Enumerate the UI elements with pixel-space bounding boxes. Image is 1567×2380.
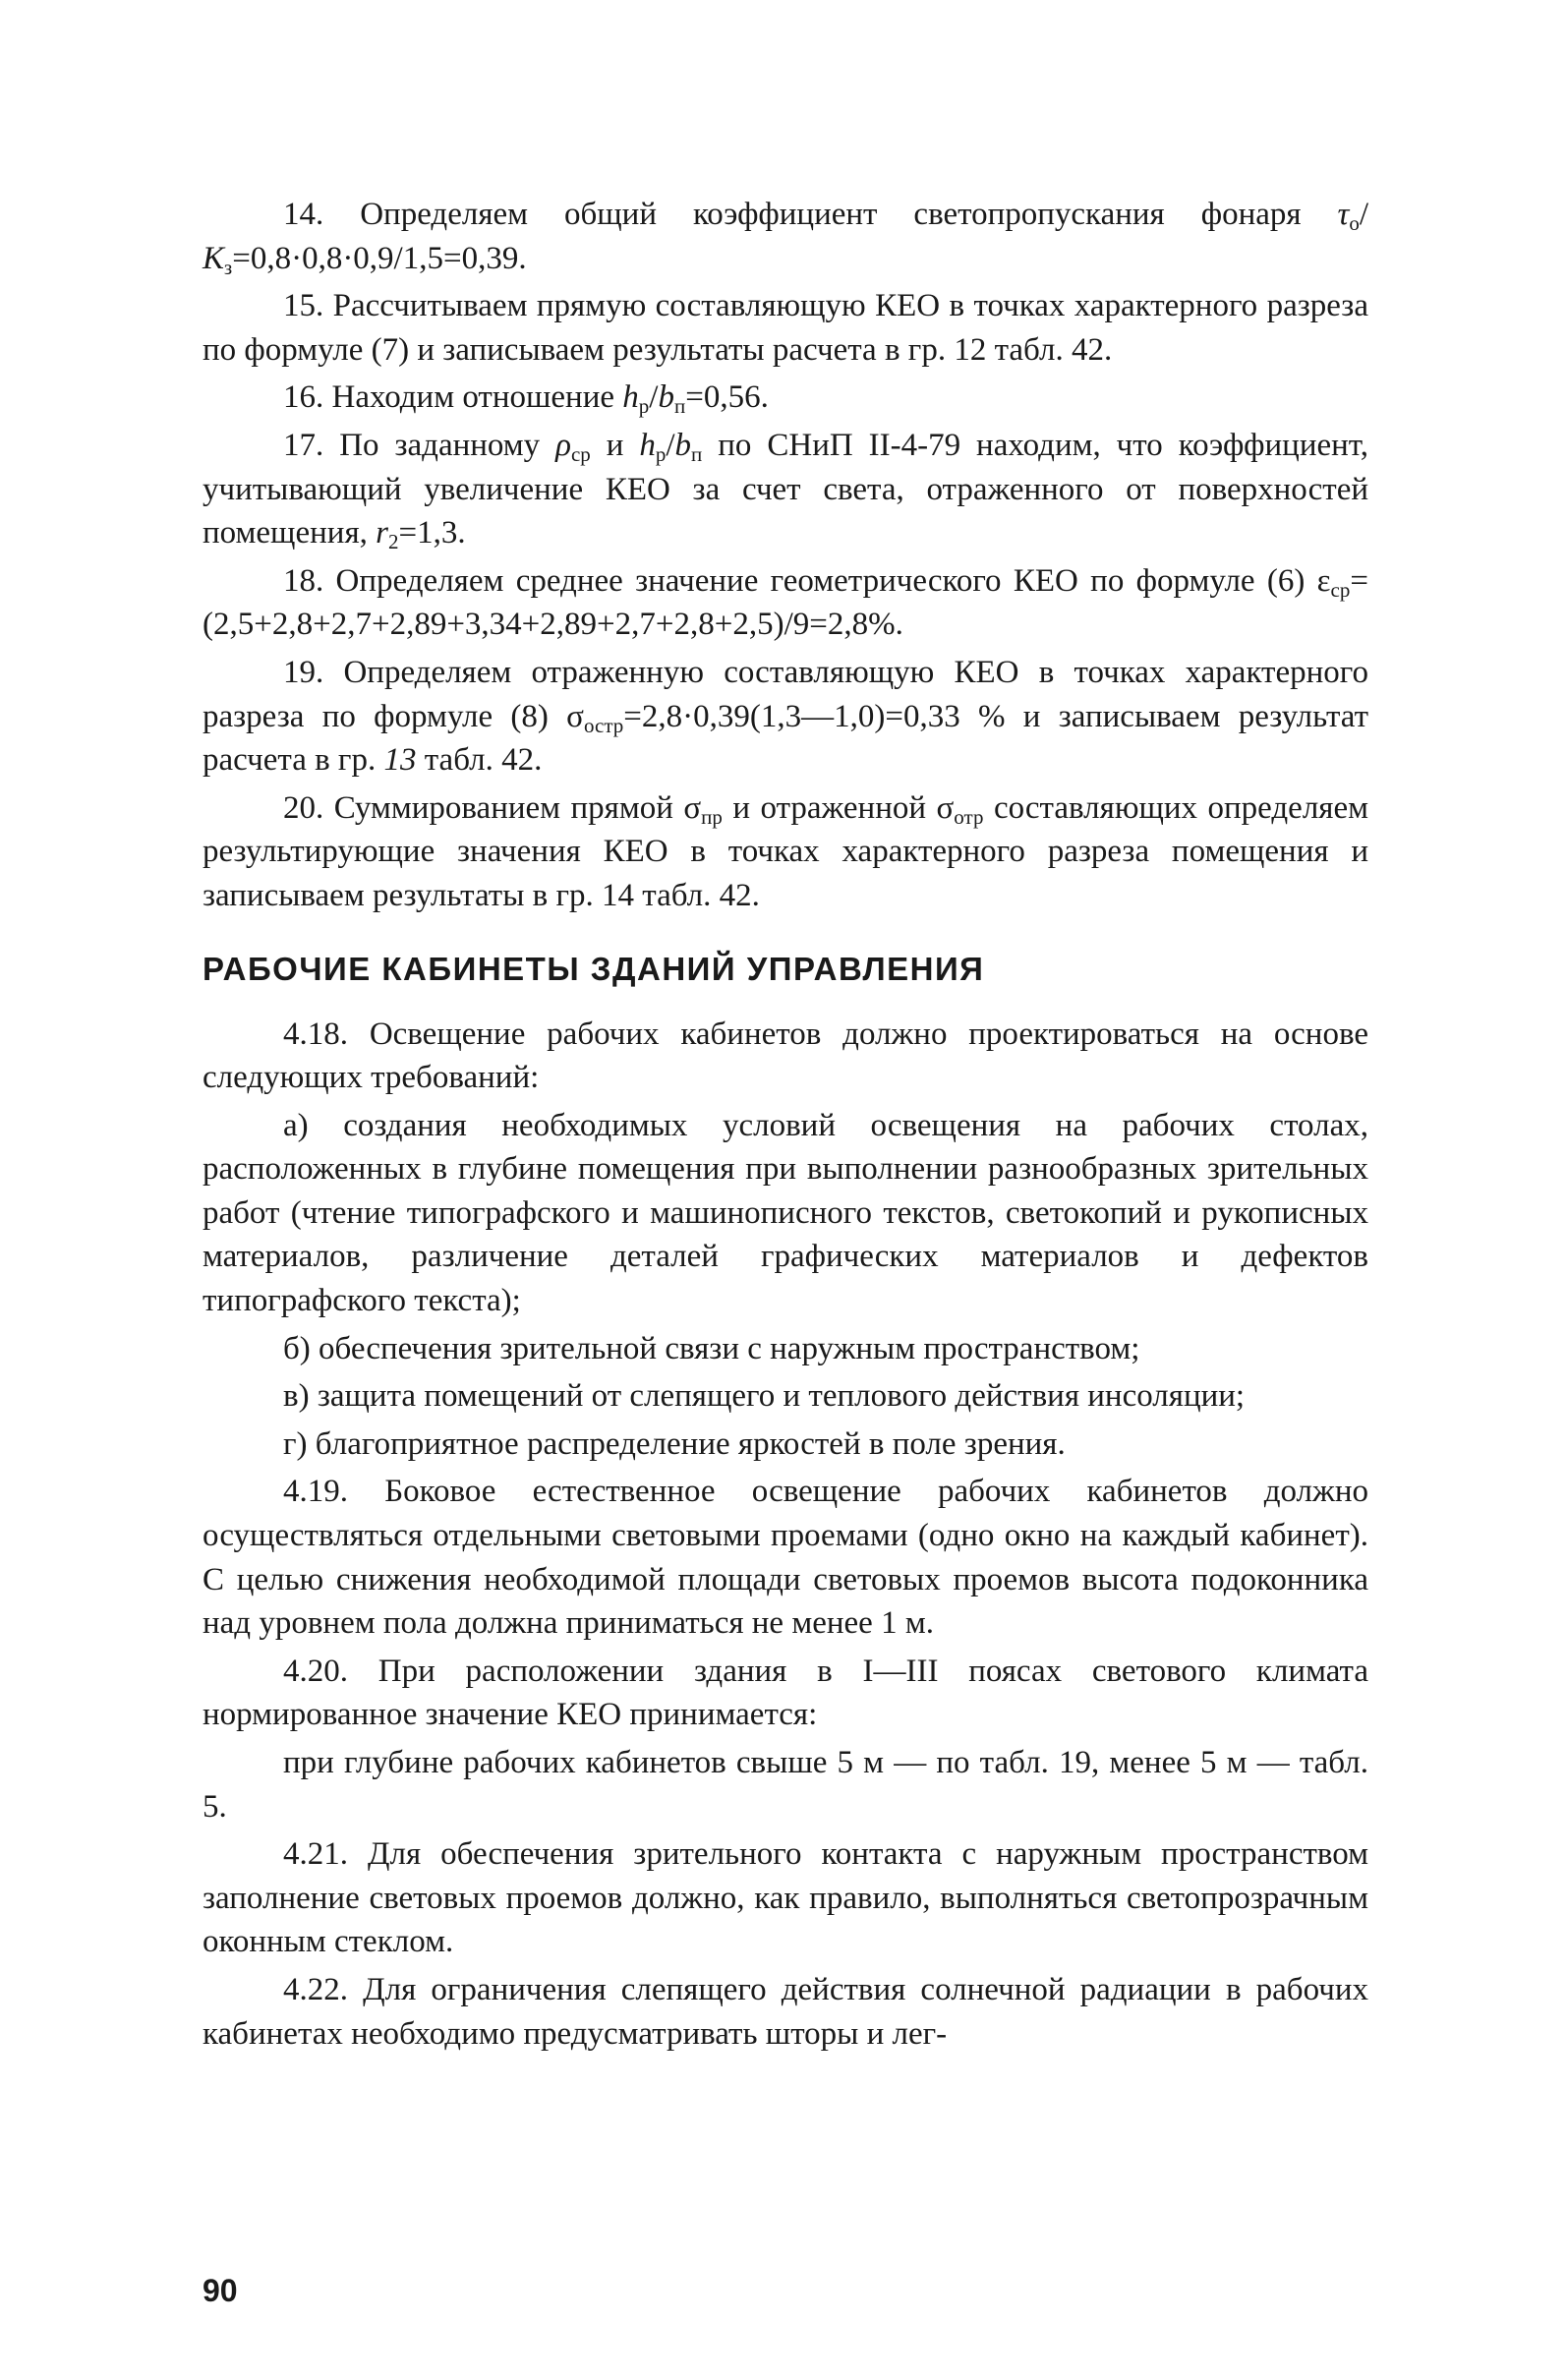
paragraph-p19: 19. Определяем отраженную составляющую КЕО в точках характерного разреза по формуле (8) $\sigma_{остр}=2,8\cdot 0,39(1,3—1,0)=0,33$ % и записываем результат расчета в гр. 13 табл. 42. <box>203 654 1368 779</box>
paragraph-p4_22: 4.22. Для ограничения слепящего действия солнечной радиации в рабочих кабинетах необходимо предусматривать шторы и лег- <box>203 1971 1368 2052</box>
paragraph-p15: 15. Рассчитываем прямую составляющую КЕО в точках характерного разреза по формуле (7) и записываем результаты расчета в гр. 12 табл. 42. <box>203 288 1368 368</box>
paragraph-pa: а) создания необходимых условий освещения на рабочих столах, расположенных в глубине помещения при выполнении разнообразных зрительных работ (чтение типографского и машинописного текстов, светокопий и рукописных материалов, различение деталей графических материалов и дефектов типографского текста); <box>203 1107 1368 1319</box>
paragraph-p16: 16. Находим отношение $h_р/b_п=0,56$. <box>283 379 769 419</box>
paragraph-p20: 20. Суммированием прямой $\sigma_{пр}$ и отраженной $\sigma_{отр}$ составляющих определяем результирующие значения КЕО в точках характерного разреза помещения и записываем результаты в гр. 14 табл. 42. <box>203 789 1368 913</box>
paragraph-p4_19: 4.19. Боковое естественное освещение рабочих кабинетов должно осуществляться отдельными световыми проемами (одно окно на каждый кабинет). С целью снижения необходимой площади световых проемов высота подоконника над уровнем пола должна приниматься не менее 1 м. <box>203 1474 1368 1642</box>
section-text <box>203 1013 1368 2057</box>
page-body <box>203 193 1368 2060</box>
calculation-steps <box>203 193 1368 918</box>
paragraph-p4_20b: при глубине рабочих кабинетов свыше 5 м — по табл. 19, менее 5 м — табл. 5. <box>203 1745 1368 1825</box>
page-number: 90 <box>203 2273 238 2308</box>
paragraph-p18: 18. Определяем среднее значение геометрического КЕО по формуле (6) $\varepsilon_{ср}=(2,5+2,8+2,7+2,89+3,34+2,89+2,7+2,8+2,5)/9=2,8\%$. <box>203 562 1368 643</box>
paragraph-pg: г) благоприятное распределение яркостей в поле зрения. <box>283 1425 1066 1462</box>
section-heading: РАБОЧИЕ КАБИНЕТЫ ЗДАНИЙ УПРАВЛЕНИЯ <box>203 950 985 987</box>
paragraph-p4_21: 4.21. Для обеспечения зрительного контакта с наружным пространством заполнение световых проемов должно, как правило, выполняться светопрозрачным оконным стеклом. <box>203 1836 1368 1960</box>
paragraph-p4_20: 4.20. При расположении здания в I—III поясах светового климата нормированное значение КЕО принимается: <box>203 1653 1368 1733</box>
paragraph-p14: 14. Определяем общий коэффициент светопропускания фонаря $\tau_о/К_з=0,8\cdot 0,8\cdot 0,9/1,5=0,39$. <box>203 197 1368 279</box>
paragraph-pv: в) защита помещений от слепящего и теплового действия инсоляции; <box>283 1378 1246 1415</box>
paragraph-pb: б) обеспечения зрительной связи с наружным пространством; <box>283 1330 1140 1366</box>
paragraph-p17: 17. По заданному $\rho_{ср}$ и $h_р/b_п$ по СНиП II-4-79 находим, что коэффициент, учитывающий увеличение КЕО за счет света, отраженного от поверхностей помещения, $r_2=1,3$. <box>203 427 1368 554</box>
paragraph-p4_18: 4.18. Освещение рабочих кабинетов должно проектироваться на основе следующих требований: <box>203 1016 1368 1096</box>
